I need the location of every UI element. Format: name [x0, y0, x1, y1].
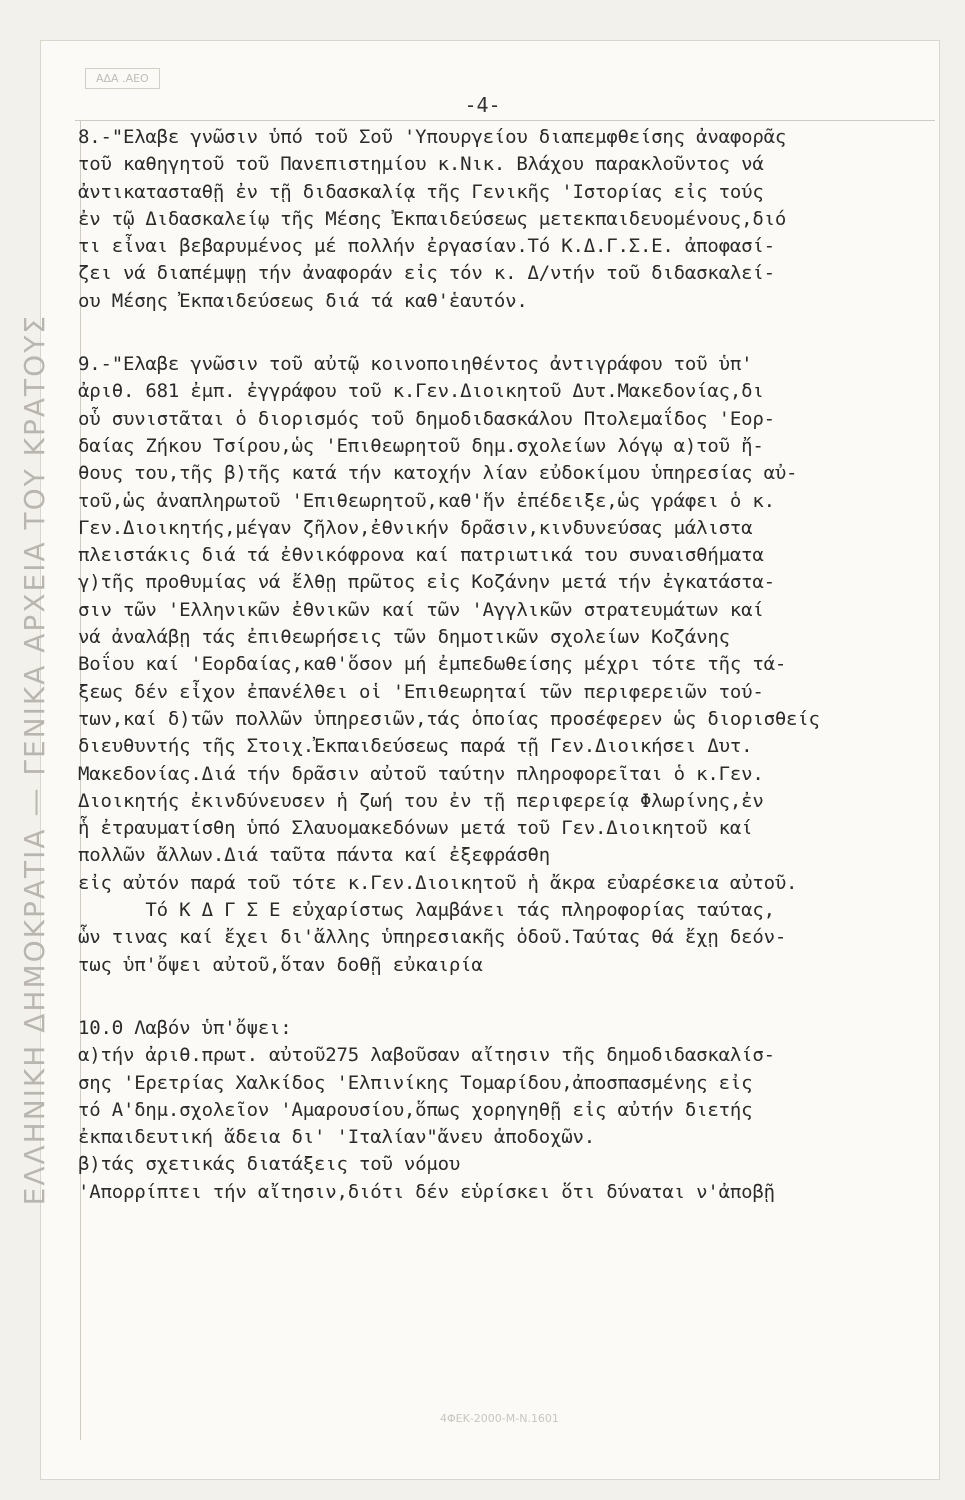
text-line: σιν τῶν 'Ελληνικῶν ἐθνικῶν καί τῶν 'Αγγλικῶν στρατευμάτων καί: [78, 598, 764, 621]
text-line: Γεν.Διοικητής,μέγαν ζῆλον,ἐθνικήν δρᾶσιν,κινδυνεύσας μάλιστα: [78, 516, 753, 539]
paragraph-gap: [78, 315, 930, 351]
text-line: ἐκπαιδευτική ἄδεια δι' 'Ιταλίαν"ἄνευ ἀποδοχῶν.: [78, 1126, 595, 1149]
text-line: 9.-"Ελαβε γνῶσιν τοῦ αὐτῷ κοινοποιηθέντος ἀντιγράφου τοῦ ὑπ': [78, 353, 753, 376]
top-rule: [75, 120, 935, 121]
text-line: νά ἀναλάβῃ τάς ἐπιθεωρήσεις τῶν δημοτικῶν σχολείων Κοζάνης: [78, 626, 730, 649]
text-line: των,καί δ)τῶν πολλῶν ὑπηρεσιῶν,τάς ὁποίας προσέφερεν ὡς διορισθείς: [78, 707, 820, 730]
text-line: τως ὑπ'ὄψει αὐτοῦ,ὅταν δοθῇ εὐκαιρία: [78, 953, 483, 976]
text-line: ὧν τινας καί ἔχει δι'ἄλλης ὑπηρεσιακῆς ὁδοῦ.Ταύτας θά ἔχῃ δεόν-: [78, 926, 787, 949]
text-line: εἰς αὐτόν παρά τοῦ τότε κ.Γεν.Διοικητοῦ ἡ ἄκρα εὐαρέσκεια αὐτοῦ.: [78, 871, 798, 894]
text-line: ἀριθ. 681 ἐμπ. ἐγγράφου τοῦ κ.Γεν.Διοικητοῦ Δυτ.Μακεδονίας,δι: [78, 380, 764, 403]
text-line: διευθυντής τῆς Στοιχ.Ἐκπαιδεύσεως παρά τῇ Γεν.Διοικήσει Δυτ.: [78, 735, 753, 758]
text-line: β)τάς σχετικάς διατάξεις τοῦ νόμου: [78, 1153, 461, 1176]
text-line: τι εἶναι βεβαρυμένος μέ πολλήν ἐργασίαν.Τό Κ.Δ.Γ.Σ.Ε. ἀποφασί-: [78, 235, 775, 258]
margin-stamp-text: ΕΛΛΗΝΙΚΗ ΔΗΜΟΚΡΑΤΙΑ — ΓΕΝΙΚΑ ΑΡΧΕΙΑ ΤΟΥ ΚΡΑΤΟΥΣ: [17, 314, 51, 1206]
text-line: α)τήν ἀριθ.πρωτ. αὐτοῦ275 λαβοῦσαν αἴτησιν τῆς δημοδιδασκαλίσ-: [78, 1044, 775, 1067]
text-line: Τό Κ Δ Γ Σ Ε εὐχαρίστως λαμβάνει τάς πληροφορίας ταύτας,: [78, 899, 775, 922]
paragraph-10: [78, 1015, 930, 1206]
text-line: ου Μέσης Ἐκπαιδεύσεως διά τά καθ'ἑαυτόν.: [78, 289, 528, 312]
text-line: Μακεδονίας.Διά τήν δρᾶσιν αὐτοῦ ταύτην πληροφορεῖται ὁ κ.Γεν.: [78, 762, 764, 785]
paragraph-8: [78, 124, 930, 315]
text-line: Διοικητής ἐκινδύνευσεν ἡ ζωή του ἐν τῇ περιφερείᾳ Φλωρίνης,ἐν: [78, 789, 764, 812]
text-line: σης 'Ερετρίας Χαλκίδος 'Ελπινίκης Τομαρίδου,ἀποσπασμένης εἰς: [78, 1071, 753, 1094]
top-stamp: ΑΔΑ .ΑΕΟ: [85, 68, 160, 89]
text-line: τοῦ καθηγητοῦ τοῦ Πανεπιστημίου κ.Νικ. Βλάχου παρακλοῦντος νά: [78, 153, 764, 176]
text-line: ἧ ἐτραυματίσθη ὑπό Σλαυομακεδόνων μετά τοῦ Γεν.Διοικητοῦ καί: [78, 817, 753, 840]
text-line: 10.Θ Λαβόν ὑπ'ὄψει:: [78, 1016, 292, 1039]
text-line: οὗ συνιστᾶται ὁ διορισμός τοῦ δημοδιδασκάλου Πτολεμαΐδος 'Εορ-: [78, 407, 775, 430]
text-line: ἀντικατασταθῇ ἐν τῇ διδασκαλίᾳ τῆς Γενικῆς 'Ιστορίας εἰς τούς: [78, 180, 764, 203]
text-line: θους του,τῆς β)τῆς κατά τήν κατοχήν λίαν εὐδοκίμου ὑπηρεσίας αὐ-: [78, 462, 798, 485]
text-line: τό Α'δημ.σχολεῖον 'Αμαρουσίου,ὅπως χορηγηθῇ εἰς αὐτήν διετής: [78, 1098, 753, 1121]
text-line: ξεως δέν εἶχον ἐπανέλθει οἱ 'Επιθεωρηταί τῶν περιφερειῶν τού-: [78, 680, 764, 703]
margin-archive-stamp: [6, 260, 62, 1260]
page-number: -4-: [464, 93, 501, 117]
text-line: πλειστάκις διά τά ἐθνικόφρονα καί πατριωτικά του συναισθήματα: [78, 544, 764, 567]
text-line: γ)τῆς προθυμίας νά ἔλθῃ πρῶτος εἰς Κοζάνην μετά τήν ἐγκατάστα-: [78, 571, 775, 594]
document-body: [78, 124, 930, 1206]
text-line: Βοΐου καί 'Εορδαίας,καθ'ὅσον μή ἐμπεδωθείσης μέχρι τότε τῆς τά-: [78, 653, 787, 676]
paragraph-9: [78, 351, 930, 979]
text-line: ἐν τῷ Διδασκαλείῳ τῆς Μέσης Ἐκπαιδεύσεως μετεκπαιδευομένους,διό: [78, 207, 787, 230]
text-line: 8.-"Ελαβε γνῶσιν ὑπό τοῦ Σοῦ 'Υπουργείου διαπεμφθείσης ἀναφορᾶς: [78, 126, 787, 148]
paragraph-gap: [78, 979, 930, 1015]
text-line: ζει νά διαπέμψῃ τήν ἀναφοράν εἰς τόν κ. Δ/ντήν τοῦ διδασκαλεί-: [78, 262, 775, 285]
footer-print-mark: 4ΦΕΚ-2000-Μ-Ν.1601: [440, 1412, 559, 1425]
text-line: πολλῶν ἄλλων.Διά ταῦτα πάντα καί ἐξεφράσθη: [78, 844, 551, 867]
text-line: δαίας Ζήκου Τσίρου,ὡς 'Επιθεωρητοῦ δημ.σχολείων λόγῳ α)τοῦ ἤ-: [78, 434, 764, 457]
text-line: 'Απορρίπτει τήν αἴτησιν,διότι δέν εὑρίσκει ὅτι δύναται ν'ἀποβῇ: [78, 1180, 775, 1203]
text-line: τοῦ,ὡς ἀναπληρωτοῦ 'Επιθεωρητοῦ,καθ'ἥν ἐπέδειξε,ὡς γράφει ὁ κ.: [78, 489, 775, 512]
